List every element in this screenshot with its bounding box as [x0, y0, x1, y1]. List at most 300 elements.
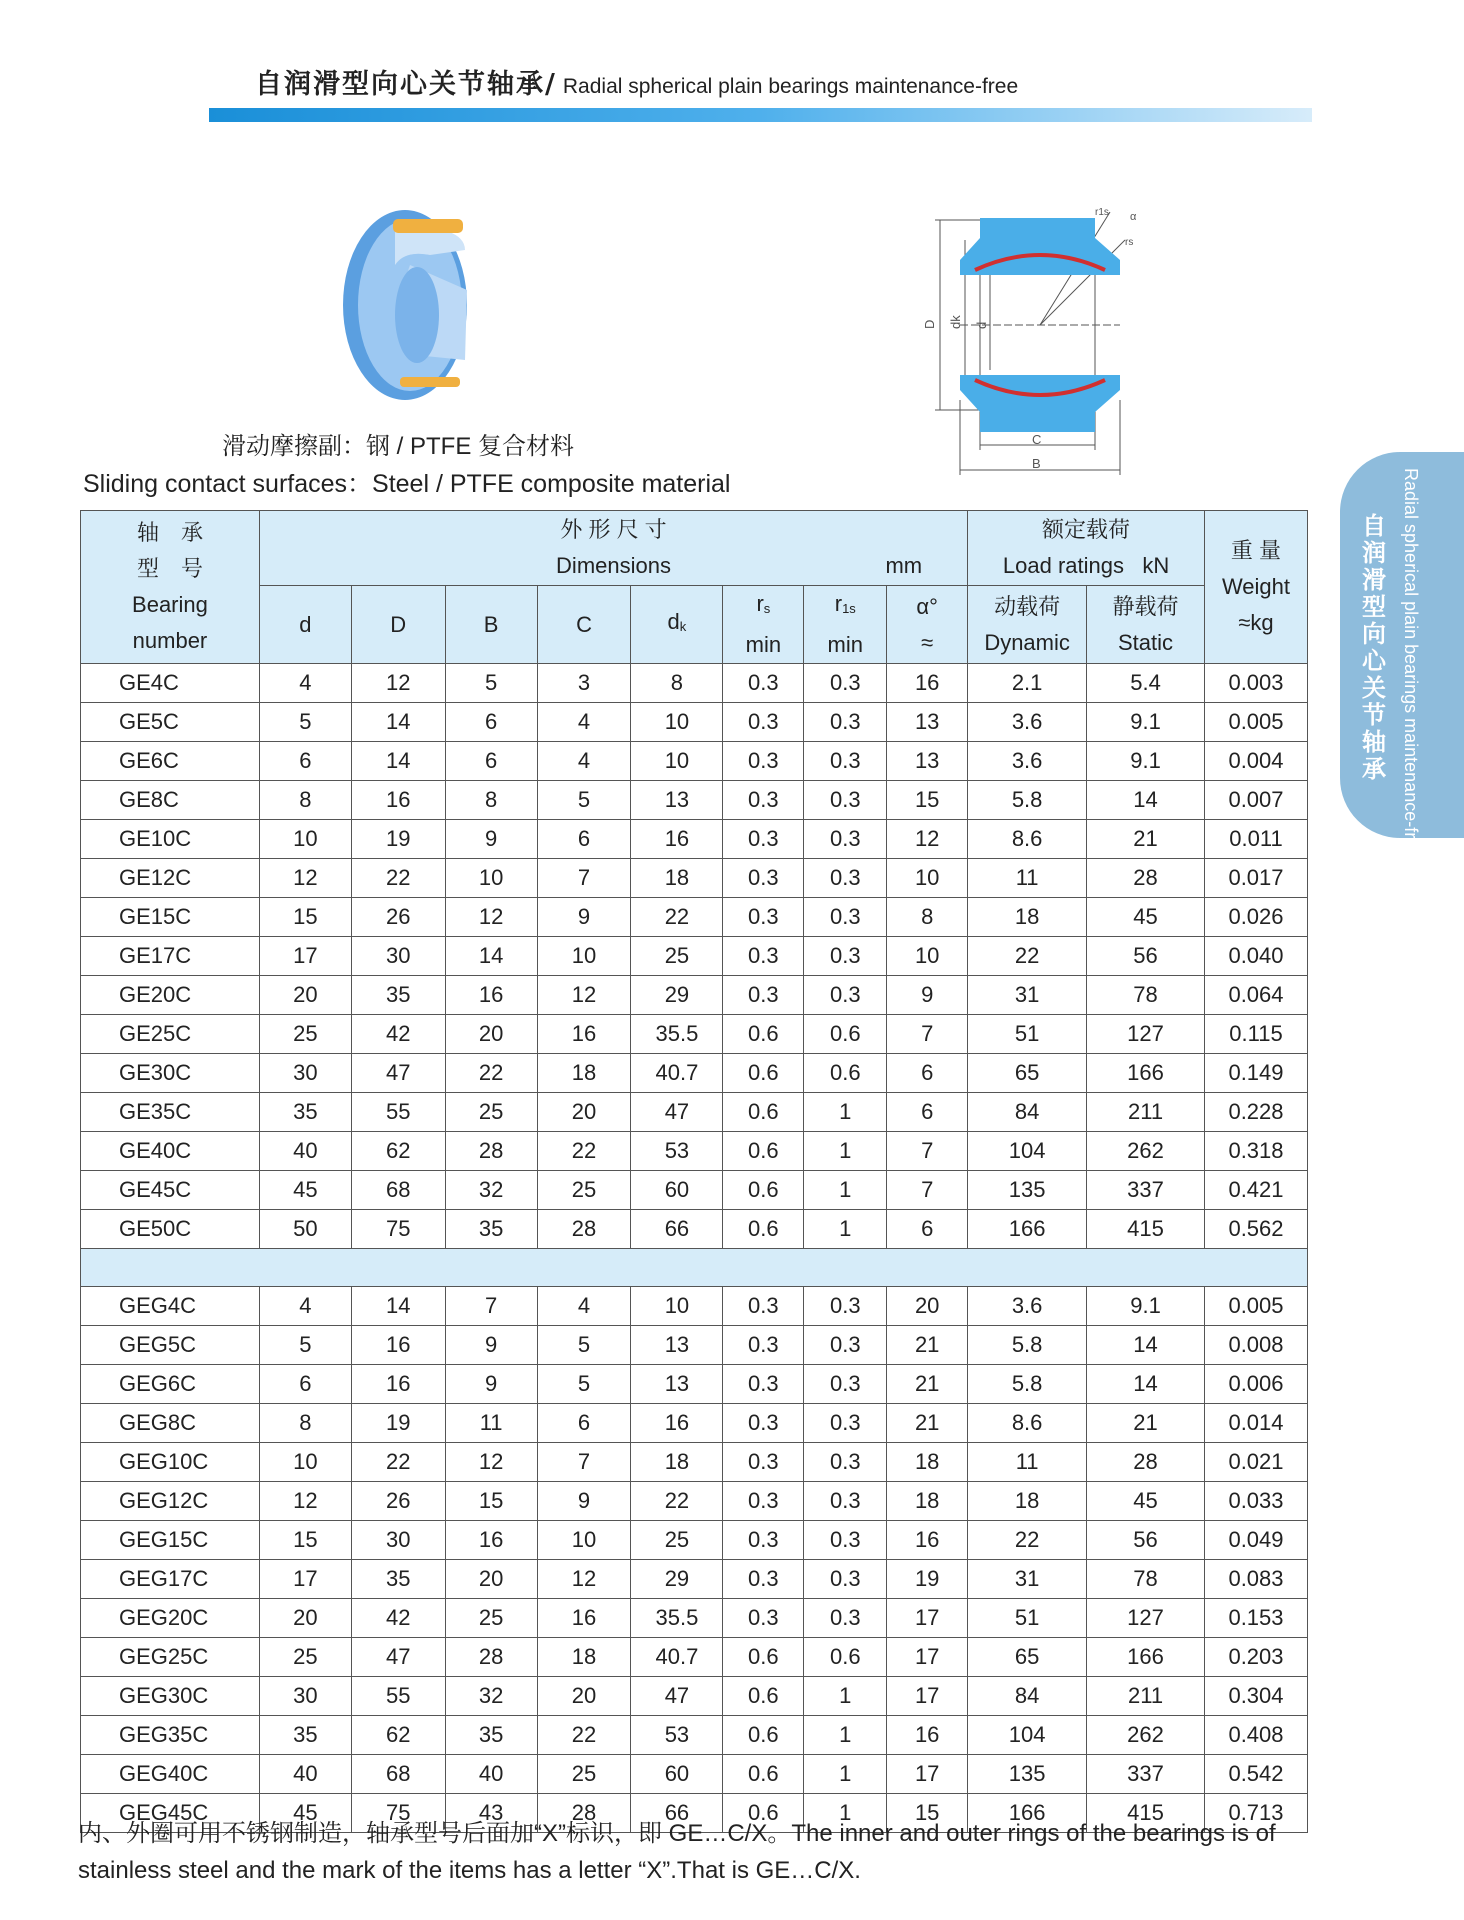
table-cell: 0.3 — [804, 976, 887, 1015]
table-cell: 0.6 — [723, 1677, 804, 1716]
table-cell: 104 — [968, 1716, 1087, 1755]
table-cell: 7 — [537, 859, 631, 898]
table-cell: 6 — [259, 1365, 351, 1404]
bearing-number-cell: GEG30C — [81, 1677, 260, 1716]
bearing-number-cell: GEG17C — [81, 1560, 260, 1599]
table-cell: 22 — [968, 1521, 1087, 1560]
label-r1s: r1s — [1095, 207, 1109, 218]
table-cell: 10 — [537, 1521, 631, 1560]
table-cell: 7 — [445, 1287, 537, 1326]
table-cell: 4 — [259, 1287, 351, 1326]
table-cell: 166 — [1087, 1054, 1205, 1093]
table-cell: 20 — [445, 1015, 537, 1054]
text: 额定载荷 — [1042, 517, 1131, 542]
table-cell: 84 — [968, 1677, 1087, 1716]
table-cell: 0.003 — [1204, 664, 1307, 703]
table-cell: 0.6 — [804, 1015, 887, 1054]
table-cell: 10 — [445, 859, 537, 898]
table-cell: 62 — [351, 1132, 445, 1171]
table-cell: 22 — [351, 1443, 445, 1482]
table-cell: 9.1 — [1087, 703, 1205, 742]
table-cell: 45 — [1087, 898, 1205, 937]
table-cell: 1 — [804, 1171, 887, 1210]
table-row — [81, 664, 1308, 703]
table-cell: 13 — [887, 703, 968, 742]
table-row — [81, 742, 1308, 781]
table-cell: 18 — [968, 1482, 1087, 1521]
table-cell: 16 — [537, 1599, 631, 1638]
header-dk — [631, 586, 723, 664]
table-cell: 45 — [259, 1794, 351, 1833]
bearing-number-cell: GE40C — [81, 1132, 260, 1171]
table-cell: 2.1 — [968, 664, 1087, 703]
bearing-number-cell: GE17C — [81, 937, 260, 976]
bearing-number-cell: GEG5C — [81, 1326, 260, 1365]
table-row — [81, 1482, 1308, 1521]
text: d — [667, 609, 680, 634]
table-cell: 55 — [351, 1093, 445, 1132]
text: 静载荷 — [1112, 593, 1179, 619]
table-row — [81, 1716, 1308, 1755]
table-cell: 0.049 — [1204, 1521, 1307, 1560]
text: Dynamic — [984, 629, 1070, 655]
table-cell: 12 — [445, 898, 537, 937]
table-cell: 17 — [259, 937, 351, 976]
bearing-number-cell: GE8C — [81, 781, 260, 820]
table-body — [81, 664, 1308, 1833]
table-cell: 0.005 — [1204, 703, 1307, 742]
table-cell: 56 — [1087, 937, 1205, 976]
header-B: B — [445, 586, 537, 664]
table-cell: 262 — [1087, 1716, 1205, 1755]
table-cell: 42 — [351, 1599, 445, 1638]
bearing-number-cell: GE25C — [81, 1015, 260, 1054]
table-cell: 127 — [1087, 1015, 1205, 1054]
table-cell: 16 — [445, 1521, 537, 1560]
table-cell: 40 — [445, 1755, 537, 1794]
table-cell: 26 — [351, 898, 445, 937]
table-cell: 0.203 — [1204, 1638, 1307, 1677]
table-cell: 28 — [537, 1210, 631, 1249]
table-cell: 8 — [259, 781, 351, 820]
bearing-number-cell: GEG8C — [81, 1404, 260, 1443]
table-cell: 0.408 — [1204, 1716, 1307, 1755]
table-cell: 20 — [445, 1560, 537, 1599]
table-cell: 8.6 — [968, 1404, 1087, 1443]
table-row — [81, 1560, 1308, 1599]
table-cell: 0.6 — [723, 1093, 804, 1132]
text: 轴 承 — [136, 520, 203, 545]
table-cell: 13 — [631, 781, 723, 820]
header-load-ratings — [968, 511, 1205, 586]
table-cell: 18 — [631, 1443, 723, 1482]
text: Weight — [1221, 574, 1291, 599]
table-cell: 25 — [537, 1171, 631, 1210]
table-cell: 0.3 — [804, 1287, 887, 1326]
table-cell: 43 — [445, 1794, 537, 1833]
table-cell: 22 — [445, 1054, 537, 1093]
table-cell: 12 — [537, 1560, 631, 1599]
table-row — [81, 703, 1308, 742]
label-C: C — [1032, 432, 1042, 447]
header-d: d — [259, 586, 351, 664]
table-row — [81, 859, 1308, 898]
title-underline-bar — [209, 108, 1312, 122]
table-cell: 35 — [445, 1210, 537, 1249]
table-cell: 42 — [351, 1015, 445, 1054]
table-cell: 0.007 — [1204, 781, 1307, 820]
table-cell: 16 — [537, 1015, 631, 1054]
table-row — [81, 1287, 1308, 1326]
table-cell: 0.064 — [1204, 976, 1307, 1015]
table-cell: 8 — [259, 1404, 351, 1443]
page-title — [255, 62, 1018, 101]
table-cell: 25 — [631, 937, 723, 976]
table-cell: 135 — [968, 1171, 1087, 1210]
table-row — [81, 1365, 1308, 1404]
table-cell: 17 — [259, 1560, 351, 1599]
table-row — [81, 1210, 1308, 1249]
table-cell: 21 — [1087, 820, 1205, 859]
table-cell: 0.6 — [723, 1716, 804, 1755]
table-cell: 26 — [351, 1482, 445, 1521]
table-cell: 20 — [259, 976, 351, 1015]
table-cell: 50 — [259, 1210, 351, 1249]
table-cell: 0.3 — [723, 781, 804, 820]
table-row — [81, 1677, 1308, 1716]
table-cell: 5.8 — [968, 781, 1087, 820]
table-cell: 0.6 — [723, 1132, 804, 1171]
header-weight — [1204, 511, 1307, 664]
table-cell: 18 — [537, 1638, 631, 1677]
table-cell: 0.005 — [1204, 1287, 1307, 1326]
bearing-spec-table — [80, 510, 1308, 1833]
table-cell: 1 — [804, 1794, 887, 1833]
table-cell: 0.3 — [804, 1443, 887, 1482]
table-cell: 0.6 — [723, 1171, 804, 1210]
bearing-cross-section-diagram — [920, 200, 1150, 490]
text: Bearing — [132, 592, 208, 617]
header-r1s — [804, 586, 887, 664]
table-cell: 4 — [537, 742, 631, 781]
bearing-number-cell: GE20C — [81, 976, 260, 1015]
table-cell: 20 — [259, 1599, 351, 1638]
bearing-number-cell: GEG20C — [81, 1599, 260, 1638]
table-cell: 19 — [887, 1560, 968, 1599]
table-cell: 60 — [631, 1171, 723, 1210]
table-cell: 17 — [887, 1638, 968, 1677]
table-row — [81, 1132, 1308, 1171]
table-cell: 21 — [887, 1326, 968, 1365]
bearing-illustration — [335, 205, 485, 405]
table-row — [81, 820, 1308, 859]
table-cell: 35 — [351, 976, 445, 1015]
table-cell: 18 — [887, 1482, 968, 1521]
table-cell: 0.3 — [723, 937, 804, 976]
table-cell: 18 — [887, 1443, 968, 1482]
table-cell: 0.3 — [804, 1482, 887, 1521]
text: Static — [1118, 629, 1174, 655]
text: 型 号 — [136, 556, 203, 581]
table-cell: 20 — [537, 1677, 631, 1716]
text: 外 形 尺 寸 — [560, 517, 667, 542]
table-cell: 166 — [1087, 1638, 1205, 1677]
table-cell: 19 — [351, 820, 445, 859]
table-cell: 5 — [445, 664, 537, 703]
table-cell: 104 — [968, 1132, 1087, 1171]
header-D: D — [351, 586, 445, 664]
table-cell: 11 — [968, 1443, 1087, 1482]
table-cell: 21 — [887, 1365, 968, 1404]
table-cell: 20 — [887, 1287, 968, 1326]
table-cell: 3.6 — [968, 703, 1087, 742]
table-row — [81, 1521, 1308, 1560]
table-cell: 1 — [804, 1716, 887, 1755]
bearing-number-cell: GE4C — [81, 664, 260, 703]
table-cell: 4 — [537, 703, 631, 742]
table-cell: 47 — [351, 1054, 445, 1093]
table-cell: 6 — [445, 703, 537, 742]
table-cell: 0.3 — [804, 898, 887, 937]
table-cell: 0.3 — [723, 1365, 804, 1404]
table-cell: 0.3 — [723, 859, 804, 898]
text: mm — [885, 553, 923, 578]
bearing-number-cell: GE45C — [81, 1171, 260, 1210]
footnote: 内、外圈可用不锈钢制造，轴承型号后面加“X”标识，即 GE…C/X。The inner and outer rings of the bearings is of stainless steel and the mark of the items has a letter “X”.That is GE…C/X. — [78, 1820, 1276, 1884]
text: Load ratings — [1002, 553, 1124, 578]
table-cell: 4 — [259, 664, 351, 703]
table-cell: 10 — [631, 703, 723, 742]
table-row — [81, 1755, 1308, 1794]
bearing-number-cell: GEG40C — [81, 1755, 260, 1794]
table-cell: 68 — [351, 1171, 445, 1210]
table-cell: 1 — [804, 1093, 887, 1132]
text: min — [745, 632, 782, 657]
table-cell: 0.3 — [723, 820, 804, 859]
table-cell: 14 — [1087, 1365, 1205, 1404]
table-cell: 5 — [259, 703, 351, 742]
table-cell: 0.318 — [1204, 1132, 1307, 1171]
label-B: B — [1032, 456, 1041, 471]
header-bearing-number — [81, 511, 260, 664]
text: s — [763, 601, 771, 616]
side-tab-cn: 自润滑型向心关节轴承 — [1362, 511, 1386, 783]
table-cell: 45 — [259, 1171, 351, 1210]
bearing-number-cell: GEG15C — [81, 1521, 260, 1560]
table-cell: 0.149 — [1204, 1054, 1307, 1093]
table-cell: 5.8 — [968, 1326, 1087, 1365]
header-C: C — [537, 586, 631, 664]
table-cell: 15 — [259, 898, 351, 937]
text: k — [679, 619, 687, 634]
table-row — [81, 1599, 1308, 1638]
table-cell: 0.115 — [1204, 1015, 1307, 1054]
table-cell: 25 — [537, 1755, 631, 1794]
table-cell: 0.3 — [804, 1599, 887, 1638]
table-cell: 8 — [887, 898, 968, 937]
table-cell: 35.5 — [631, 1599, 723, 1638]
table-cell: 1 — [804, 1755, 887, 1794]
table-cell: 29 — [631, 976, 723, 1015]
table-cell: 5.4 — [1087, 664, 1205, 703]
table-cell: 7 — [887, 1171, 968, 1210]
table-cell: 16 — [445, 976, 537, 1015]
table-cell: 16 — [631, 1404, 723, 1443]
table-cell: 0.3 — [804, 859, 887, 898]
bearing-number-cell: GE30C — [81, 1054, 260, 1093]
table-cell: 5 — [537, 1365, 631, 1404]
table-cell: 5 — [537, 781, 631, 820]
table-cell: 16 — [887, 1716, 968, 1755]
bearing-number-cell: GEG12C — [81, 1482, 260, 1521]
table-cell: 84 — [968, 1093, 1087, 1132]
text: α° — [916, 593, 938, 619]
table-cell: 1 — [804, 1677, 887, 1716]
table-cell: 75 — [351, 1794, 445, 1833]
table-cell: 29 — [631, 1560, 723, 1599]
table-cell: 0.3 — [804, 781, 887, 820]
caption-cn: 滑动摩擦副：钢 / PTFE 复合材料 — [222, 433, 575, 460]
table-cell: 0.3 — [723, 1443, 804, 1482]
table-cell: 6 — [259, 742, 351, 781]
bearing-number-cell: GE12C — [81, 859, 260, 898]
table-cell: 3 — [537, 664, 631, 703]
table-cell: 0.6 — [804, 1638, 887, 1677]
table-cell: 0.304 — [1204, 1677, 1307, 1716]
table-cell: 0.3 — [804, 1404, 887, 1443]
table-row — [81, 781, 1308, 820]
table-cell: 10 — [259, 1443, 351, 1482]
bearing-number-cell: GE5C — [81, 703, 260, 742]
table-cell: 0.083 — [1204, 1560, 1307, 1599]
table-cell: 35.5 — [631, 1015, 723, 1054]
table-row — [81, 1638, 1308, 1677]
table-cell: 17 — [887, 1677, 968, 1716]
table-cell: 16 — [887, 1521, 968, 1560]
table-cell: 0.6 — [723, 1794, 804, 1833]
table-cell: 21 — [887, 1404, 968, 1443]
label-d: d — [974, 321, 989, 329]
table-cell: 0.3 — [723, 1287, 804, 1326]
table-cell: 0.3 — [804, 1326, 887, 1365]
table-row — [81, 898, 1308, 937]
table-cell: 14 — [1087, 1326, 1205, 1365]
bearing-number-cell: GE15C — [81, 898, 260, 937]
table-cell: 78 — [1087, 976, 1205, 1015]
text: min — [827, 632, 863, 657]
table-cell: 0.3 — [804, 664, 887, 703]
table-row — [81, 937, 1308, 976]
table-cell: 0.017 — [1204, 859, 1307, 898]
table-cell: 8 — [445, 781, 537, 820]
table-cell: 22 — [537, 1716, 631, 1755]
table-cell: 35 — [259, 1716, 351, 1755]
table-cell: 9 — [445, 820, 537, 859]
bearing-number-cell: GEG35C — [81, 1716, 260, 1755]
bearing-number-cell: GE10C — [81, 820, 260, 859]
table-cell: 0.3 — [804, 820, 887, 859]
table-cell: 35 — [445, 1716, 537, 1755]
bearing-number-cell: GEG6C — [81, 1365, 260, 1404]
table-cell: 337 — [1087, 1755, 1205, 1794]
table-cell: 127 — [1087, 1599, 1205, 1638]
table-cell: 0.3 — [723, 1521, 804, 1560]
caption-en: Sliding contact surfaces：Steel / PTFE composite material — [83, 470, 731, 498]
table-cell: 47 — [351, 1638, 445, 1677]
header-alpha — [887, 586, 968, 664]
table-cell: 12 — [259, 1482, 351, 1521]
table-cell: 13 — [631, 1326, 723, 1365]
table-cell: 5 — [259, 1326, 351, 1365]
table-row — [81, 1015, 1308, 1054]
table-cell: 0.6 — [723, 1015, 804, 1054]
table-cell: 0.008 — [1204, 1326, 1307, 1365]
table-cell: 18 — [631, 859, 723, 898]
table-cell: 0.3 — [804, 742, 887, 781]
table-cell: 6 — [445, 742, 537, 781]
table-cell: 0.713 — [1204, 1794, 1307, 1833]
table-cell: 0.3 — [723, 1326, 804, 1365]
table-cell: 12 — [351, 664, 445, 703]
table-cell: 17 — [887, 1755, 968, 1794]
table-cell: 15 — [887, 781, 968, 820]
table-cell: 415 — [1087, 1210, 1205, 1249]
table-cell: 8.6 — [968, 820, 1087, 859]
bearing-number-cell: GEG45C — [81, 1794, 260, 1833]
table-cell: 56 — [1087, 1521, 1205, 1560]
separator-cell — [81, 1249, 1308, 1287]
table-cell: 14 — [351, 1287, 445, 1326]
table-cell: 211 — [1087, 1677, 1205, 1716]
title-cn: 自润滑型向心关节轴承/ — [255, 69, 557, 100]
side-section-tab[interactable] — [1340, 452, 1464, 859]
table-cell: 9 — [887, 976, 968, 1015]
table-cell: 51 — [968, 1015, 1087, 1054]
table-cell: 55 — [351, 1677, 445, 1716]
header-dimensions — [259, 511, 967, 586]
table-cell: 22 — [631, 898, 723, 937]
table-cell: 262 — [1087, 1132, 1205, 1171]
table-row — [81, 976, 1308, 1015]
table-cell: 0.026 — [1204, 898, 1307, 937]
table-cell: 0.562 — [1204, 1210, 1307, 1249]
table-cell: 28 — [1087, 1443, 1205, 1482]
table-cell: 10 — [631, 1287, 723, 1326]
table-cell: 78 — [1087, 1560, 1205, 1599]
header-rs — [723, 586, 804, 664]
side-tab-en: Radial spherical plain bearings maintenance-free — [1401, 468, 1421, 859]
table-cell: 62 — [351, 1716, 445, 1755]
table-cell: 12 — [887, 820, 968, 859]
table-cell: 65 — [968, 1054, 1087, 1093]
table-cell: 20 — [537, 1093, 631, 1132]
table-cell: 5 — [537, 1326, 631, 1365]
title-en: Radial spherical plain bearings maintenance-free — [562, 75, 1019, 98]
text: Dimensions — [556, 553, 671, 578]
table-cell: 25 — [445, 1093, 537, 1132]
table-cell: 0.542 — [1204, 1755, 1307, 1794]
table-cell: 0.3 — [804, 1365, 887, 1404]
table-cell: 31 — [968, 976, 1087, 1015]
table-cell: 51 — [968, 1599, 1087, 1638]
table-cell: 0.153 — [1204, 1599, 1307, 1638]
table-cell: 22 — [631, 1482, 723, 1521]
table-cell: 6 — [537, 820, 631, 859]
table-cell: 0.6 — [804, 1054, 887, 1093]
table-cell: 19 — [351, 1404, 445, 1443]
table-cell: 28 — [537, 1794, 631, 1833]
bearing-number-cell: GEG10C — [81, 1443, 260, 1482]
